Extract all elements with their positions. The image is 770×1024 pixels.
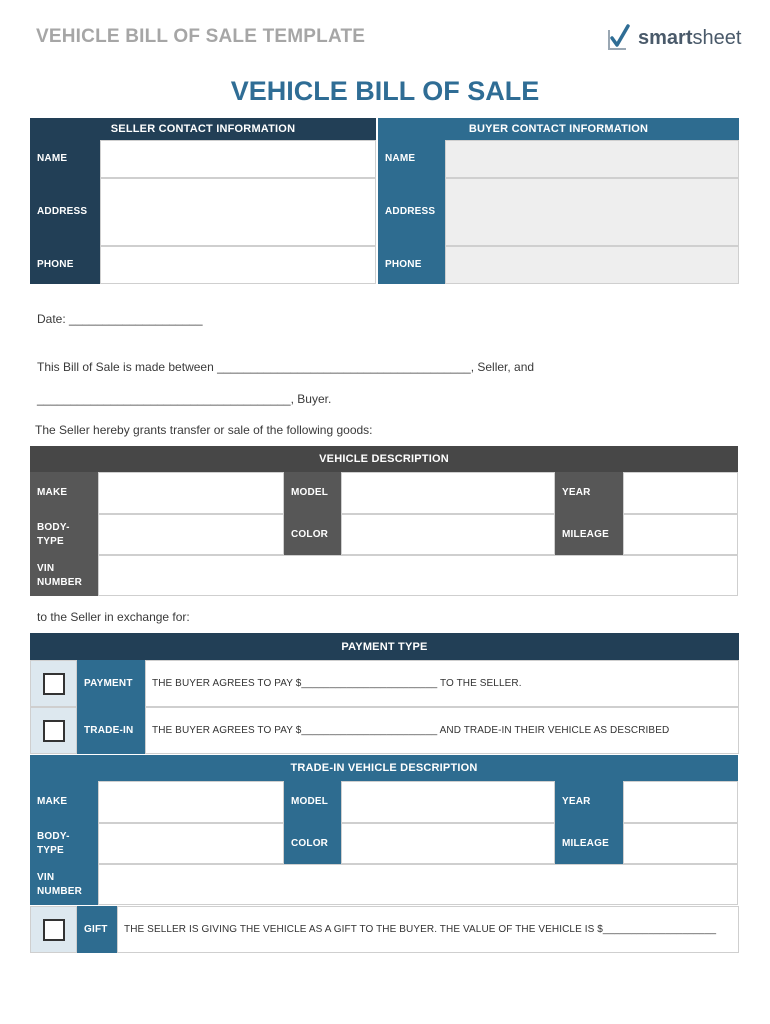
vehicle-vin-field[interactable] [98,555,738,596]
vehicle-mileage-field[interactable] [623,514,738,555]
tradein-checkbox-cell [30,707,77,754]
vin-line-1: VIN [37,562,55,574]
date-line: Date: ____________________ [37,312,203,326]
tradein-body-type-line-1: BODY- [37,830,70,842]
tradein-body-type-label [30,823,98,864]
gift-terms-text: THE SELLER IS GIVING THE VEHICLE AS A GIFT TO THE BUYER. THE VALUE OF THE VEHICLE IS $____________________ [117,906,739,953]
seller-address-field[interactable] [100,178,376,246]
buyer-phone-field[interactable] [445,246,739,284]
tradein-vin-line-1: VIN [37,871,55,883]
tradein-model-label: MODEL [284,781,341,823]
vehicle-body-type-field[interactable] [98,514,284,555]
payment-type-heading: PAYMENT TYPE [30,633,739,660]
payment-label: PAYMENT [77,660,145,707]
vehicle-model-label: MODEL [284,472,341,514]
exchange-line: to the Seller in exchange for: [37,610,190,624]
vehicle-model-field[interactable] [341,472,555,514]
tradein-model-field[interactable] [341,781,555,823]
vehicle-make-field[interactable] [98,472,284,514]
body-type-line-2: TYPE [37,535,64,547]
seller-name-label: NAME [30,140,100,178]
tradein-color-label: COLOR [284,823,341,864]
smartsheet-check-icon [606,24,632,52]
payment-terms-text: THE BUYER AGREES TO PAY $________________________ TO THE SELLER. [145,660,739,707]
tradein-year-field[interactable] [623,781,738,823]
buyer-name-label: NAME [378,140,445,178]
gift-label: GIFT [77,906,117,953]
tradein-year-label: YEAR [555,781,623,823]
vehicle-color-field[interactable] [341,514,555,555]
vehicle-make-label: MAKE [30,472,98,514]
tradein-label: TRADE-IN [77,707,145,754]
tradein-checkbox[interactable] [43,720,65,742]
buyer-address-field[interactable] [445,178,739,246]
tradein-body-type-field[interactable] [98,823,284,864]
logo-text-rest: sheet [692,26,742,49]
seller-name-field[interactable] [100,140,376,178]
logo-text-bold: smart [638,26,693,49]
tradein-color-field[interactable] [341,823,555,864]
parties-seller-line: This Bill of Sale is made between ______________________________________, Seller, and [37,360,535,374]
vehicle-year-field[interactable] [623,472,738,514]
seller-address-label: ADDRESS [30,178,100,246]
tradein-mileage-label: MILEAGE [555,823,623,864]
document-title: VEHICLE BILL OF SALE TEMPLATE [36,26,366,47]
vehicle-mileage-label: MILEAGE [555,514,623,555]
tradein-body-type-line-2: TYPE [37,844,64,856]
tradein-vin-line-2: NUMBER [37,885,83,897]
tradein-make-field[interactable] [98,781,284,823]
smartsheet-logo [606,22,741,54]
gift-checkbox-cell [30,906,77,953]
buyer-name-field[interactable] [445,140,739,178]
vehicle-vin-label [30,555,98,596]
grants-transfer-line: The Seller hereby grants transfer or sale of the following goods: [35,423,373,437]
gift-checkbox[interactable] [43,919,65,941]
buyer-contact-heading: BUYER CONTACT INFORMATION [378,118,739,140]
page-title: VEHICLE BILL OF SALE [230,76,540,106]
body-type-line-1: BODY- [37,521,70,533]
seller-contact-heading: SELLER CONTACT INFORMATION [30,118,376,140]
tradein-make-label: MAKE [30,781,98,823]
vehicle-year-label: YEAR [555,472,623,514]
seller-phone-field[interactable] [100,246,376,284]
vin-line-2: NUMBER [37,576,83,588]
vehicle-color-label: COLOR [284,514,341,555]
tradein-vin-field[interactable] [98,864,738,905]
tradein-mileage-field[interactable] [623,823,738,864]
vehicle-description-heading: VEHICLE DESCRIPTION [30,446,738,472]
vehicle-body-type-label [30,514,98,555]
tradein-terms-text: THE BUYER AGREES TO PAY $________________________ AND TRADE-IN THEIR VEHICLE AS DESCRIBED [145,707,739,754]
tradein-vehicle-heading: TRADE-IN VEHICLE DESCRIPTION [30,755,738,781]
tradein-vin-label [30,864,98,905]
payment-checkbox[interactable] [43,673,65,695]
seller-phone-label: PHONE [30,246,100,284]
buyer-phone-label: PHONE [378,246,445,284]
payment-checkbox-cell [30,660,77,707]
parties-buyer-line: ______________________________________, Buyer. [37,392,332,406]
buyer-address-label: ADDRESS [378,178,445,246]
